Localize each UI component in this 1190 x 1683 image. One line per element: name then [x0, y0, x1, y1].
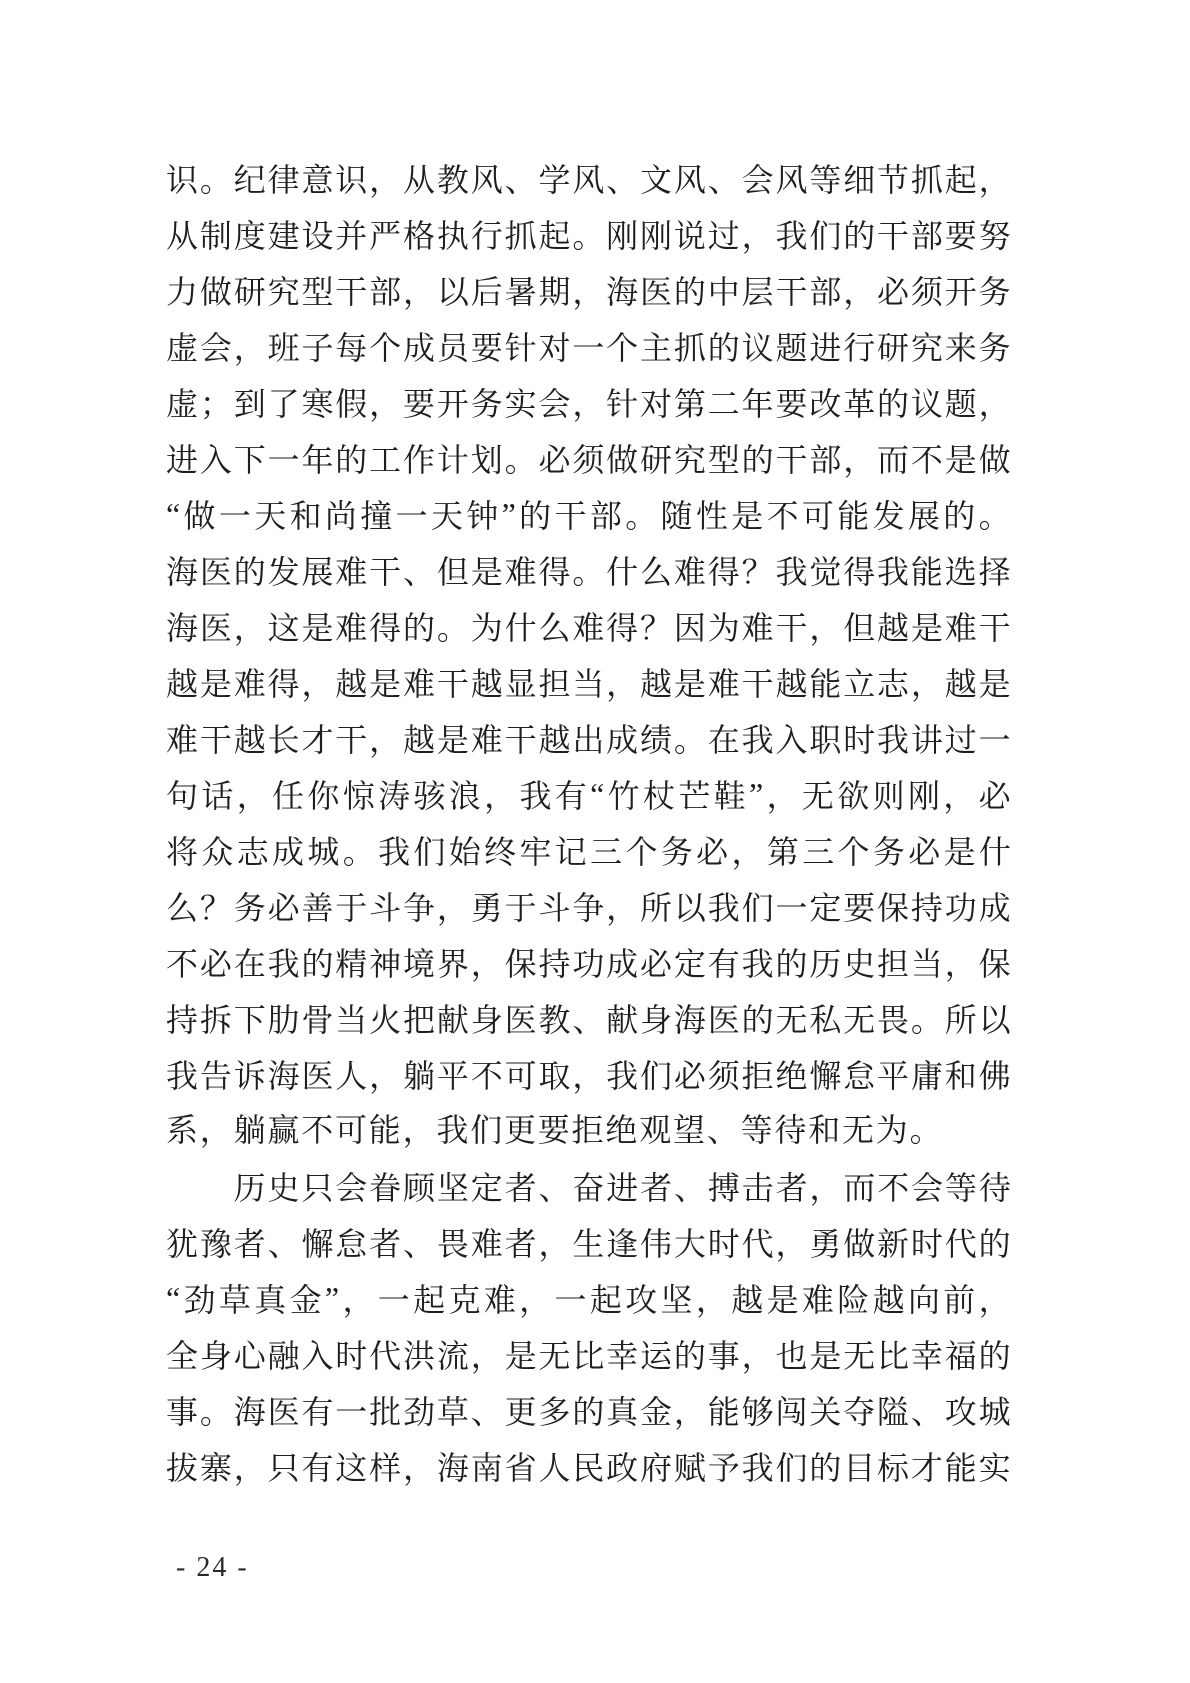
text-line: 犹 豫 者 、 懈 怠 者 、 畏 难 者 ， 生 逢 伟 大 时 代 ， 勇 做 新 时 代 的	[166, 1226, 1011, 1262]
text-line: 越 是 难 得 ， 越 是 难 干 越 显 担 当 ， 越 是 难 干 越 能 立 志 ， 越 是	[166, 666, 1011, 702]
text-line: 力 做 研 究 型 干 部 ， 以 后 暑 期 ， 海 医 的 中 层 干 部 ， 必 须 开 务	[166, 274, 1011, 310]
page-number: - 24 -	[176, 1552, 249, 1583]
text-line: 将 众 志 成 城 。 我 们 始 终 牢 记 三 个 务 必 ， 第 三 个 务 必 是 什	[166, 834, 1011, 870]
text-line: “ 劲 草 真 金 ” ， 一 起 克 难 ， 一 起 攻 坚 ， 越 是 难 险 越 向 前 ，	[166, 1279, 1011, 1318]
text-line: 系，躺赢不可能，我们更要拒绝观望、等待和无为。	[166, 1112, 944, 1148]
text-line: 持 拆 下 肋 骨 当 火 把 献 身 医 教 、 献 身 海 医 的 无 私 无 畏 。 所 以	[166, 1002, 1011, 1038]
text-line: 识 。 纪 律 意 识 ， 从 教 风 、 学 风 、 文 风 、 会 风 等 细 节 抓 起 ，	[166, 162, 1011, 198]
text-line: 事 。 海 医 有 一 批 劲 草 、 更 多 的 真 金 ， 能 够 闯 关 夺 隘 、 攻 城	[166, 1394, 1011, 1430]
body-text	[166, 150, 1011, 1494]
text-line: 海 医 的 发 展 难 干 、 但 是 难 得 。 什 么 难 得 ？ 我 觉 得 我 能 选 择	[166, 554, 1011, 590]
text-line: 难 干 越 长 才 干 ， 越 是 难 干 越 出 成 绩 。 在 我 入 职 时 我 讲 过 一	[166, 722, 1011, 758]
text-line: 我 告 诉 海 医 人 ， 躺 平 不 可 取 ， 我 们 必 须 拒 绝 懈 怠 平 庸 和 佛	[166, 1058, 1011, 1094]
text-line: 全 身 心 融 入 时 代 洪 流 ， 是 无 比 幸 运 的 事 ， 也 是 无 比 幸 福 的	[166, 1338, 1011, 1374]
text-line: 么 ？ 务 必 善 于 斗 争 ， 勇 于 斗 争 ， 所 以 我 们 一 定 要 保 持 功 成	[166, 890, 1011, 926]
text-line: 虚 ； 到 了 寒 假 ， 要 开 务 实 会 ， 针 对 第 二 年 要 改 革 的 议 题 ，	[166, 386, 1011, 422]
text-line: 虚 会 ， 班 子 每 个 成 员 要 针 对 一 个 主 抓 的 议 题 进 行 研 究 来 务	[166, 330, 1011, 366]
text-line: 句 话 ， 任 你 惊 涛 骇 浪 ， 我 有 “ 竹 杖 芒 鞋 ” ， 无 欲 则 刚 ， 必	[166, 775, 1011, 814]
text-line: “ 做 一 天 和 尚 撞 一 天 钟 ” 的 干 部 。 随 性 是 不 可 能 发 展 的 。	[166, 495, 1011, 534]
text-line: 进 入 下 一 年 的 工 作 计 划 。 必 须 做 研 究 型 的 干 部 ， 而 不 是 做	[166, 442, 1011, 478]
text-line: 历 史 只 会 眷 顾 坚 定 者 、 奋 进 者 、 搏 击 者 ， 而 不 会 等 待	[233, 1170, 1011, 1206]
text-line: 拔 寨 ， 只 有 这 样 ， 海 南 省 人 民 政 府 赋 予 我 们 的 目 标 才 能 实	[166, 1450, 1011, 1486]
text-line: 不 必 在 我 的 精 神 境 界 ， 保 持 功 成 必 定 有 我 的 历 史 担 当 ， 保	[166, 946, 1011, 982]
text-line: 从 制 度 建 设 并 严 格 执 行 抓 起 。 刚 刚 说 过 ， 我 们 的 干 部 要 努	[166, 218, 1011, 254]
text-line: 海 医 ， 这 是 难 得 的 。 为 什 么 难 得 ？ 因 为 难 干 ， 但 越 是 难 干	[166, 610, 1011, 646]
